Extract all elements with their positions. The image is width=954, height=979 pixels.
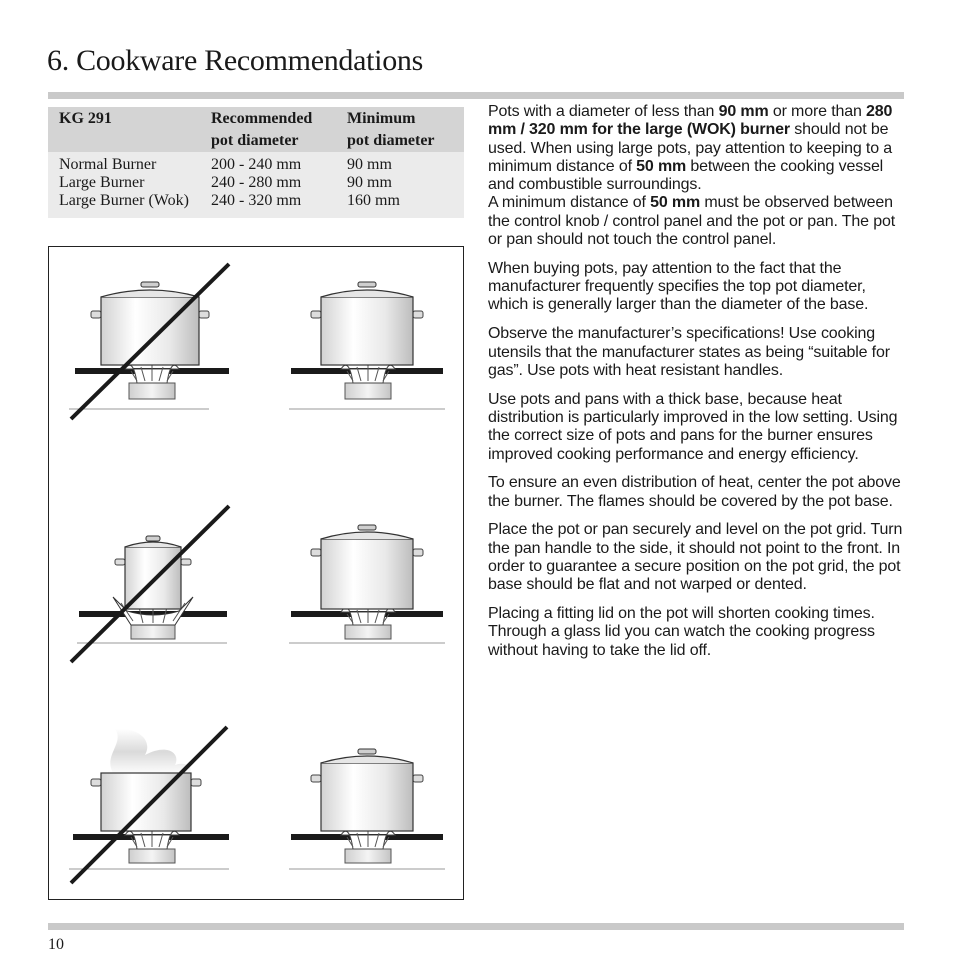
illustration-oversized-pot	[69, 264, 229, 419]
paragraph-buying-pots: When buying pots, pay attention to the fact that the manufacturer frequently specifies the top pot diameter, which is generally larger than the diameter of the base.	[488, 259, 869, 314]
paragraph-control-distance	[488, 194, 908, 249]
page-title: 6. Cookware Recommendations	[47, 44, 423, 77]
paragraph-thick-base: Use pots and pans with a thick base, because heat distribution is particularly improved in the low setting. Using the correct size of pots and pans for the burner ensures improved cooking performance and energy efficiency.	[488, 390, 898, 463]
footer-rule	[48, 923, 904, 930]
illustration-pot-with-lid	[289, 749, 445, 869]
table-header	[48, 107, 464, 152]
cookware-illustrations	[48, 246, 464, 900]
illustration-pot-without-lid	[69, 727, 229, 883]
row-2-minimum: 90 mm	[347, 174, 392, 191]
pot-diameter-table	[48, 107, 464, 218]
row-1-recommended: 200 - 240 mm	[211, 156, 302, 173]
row-2-burner: Large Burner	[59, 174, 145, 191]
illustration-correct-pot-centered	[289, 525, 445, 643]
page-number: 10	[48, 936, 64, 953]
header-recommended-line1: Recommended	[211, 110, 313, 127]
header-minimum-line1: Minimum	[347, 110, 416, 127]
row-1-burner: Normal Burner	[59, 156, 157, 173]
row-1-minimum: 90 mm	[347, 156, 392, 173]
header-minimum-line2: pot diameter	[347, 132, 435, 149]
text-span: between the cooking vessel and combustible surroundings.	[488, 157, 884, 194]
text-span: A minimum distance of	[488, 194, 651, 212]
bold-90mm: 90 mm	[718, 103, 769, 120]
header-model: KG 291	[59, 110, 112, 127]
header-recommended-line2: pot diameter	[211, 132, 299, 149]
paragraph-secure-position: Place the pot or pan securely and level on the pot grid. Turn the pan handle to the side, it should not point to the front. In order to guarantee a secure position on the pot grid, the pot base should be flat and not warped or dented.	[488, 521, 903, 594]
row-2-recommended: 240 - 280 mm	[211, 174, 302, 191]
illustration-small-pot	[71, 506, 229, 662]
paragraph-lid: Placing a fitting lid on the pot will shorten cooking times. Through a glass lid you can watch the cooking progress without having to take the lid off.	[488, 605, 875, 659]
paragraph-center-pot: To ensure an even distribution of heat, center the pot above the burner. The flames should be covered by the pot base.	[488, 474, 901, 510]
text-span: should not be used. When using large pots, pay attention to keeping to a minimum distance of	[488, 121, 893, 175]
paragraph-specifications: Observe the manufacturer’s specifications! Use cooking utensils that the manufacturer states as being “suitable for gas”. Use pots with heat resistant handles.	[488, 325, 890, 379]
text-span: or more than	[768, 103, 867, 120]
bold-50mm: 50 mm	[636, 157, 687, 175]
row-3-recommended: 240 - 320 mm	[211, 192, 302, 209]
text-span: Pots with a diameter of less than	[488, 103, 719, 120]
row-3-burner: Large Burner (Wok)	[59, 192, 189, 209]
row-3-minimum: 160 mm	[347, 192, 400, 209]
paragraph-pot-diameter	[488, 103, 908, 194]
illustration-correct-pot	[289, 282, 445, 409]
text-span: must be observed between the control knob / control panel and the pot or pan. The pot or pan should not touch the control panel.	[488, 194, 895, 249]
header-rule	[48, 92, 904, 99]
bold-50mm: 50 mm	[650, 194, 701, 212]
recommendations-text	[488, 103, 908, 671]
bold-max-diameter: 280 mm / 320 mm for the large (WOK) burner	[488, 103, 893, 139]
